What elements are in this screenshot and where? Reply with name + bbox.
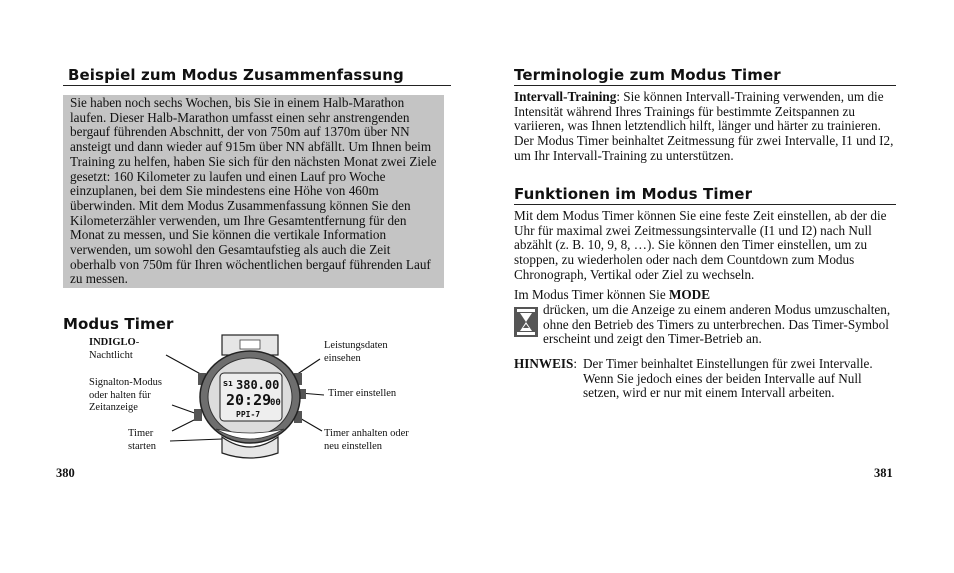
callout-set-1: Timer einstellen (328, 388, 397, 399)
callout-indiglo (89, 337, 139, 362)
note-colon: : (573, 356, 578, 371)
example-heading-rule (63, 85, 451, 86)
mode-bold: MODE (668, 287, 710, 302)
display-line1: 380.00 (236, 378, 280, 392)
callout-stop-2: neu einstellen (324, 440, 383, 452)
callout-indiglo-suffix: - (135, 337, 140, 348)
callout-start-2: starten (128, 440, 156, 452)
display-line3: PPI-7 (236, 410, 261, 419)
display-line2-small: 00 (270, 398, 281, 408)
leader-data (296, 359, 320, 375)
note-text: Der Timer beinhaltet Einstellungen für zwei Intervalle. Wenn Sie jedoch eines der beiden Intervalle auf Null setzen, wird er nur mit einem Intervall arbeiten. (583, 356, 873, 401)
callout-signal (89, 377, 162, 415)
term-body: : Sie können Intervall-Training verwenden, um die Intensität während Ihres Trainings für bestimmte Zeitspannen zu variieren, was Ihnen letztendlich hilft, länger und härter zu trainieren. Der Modus Timer beinhaltet Zeitmessung für zwei Intervalle, I1 und I2, um Ihr Intervall-Training zu unterstützen. (514, 89, 894, 163)
mode-button (194, 409, 202, 421)
callout-signal-2: oder halten für (89, 389, 151, 401)
mode-pre: Im Modus Timer können Sie (514, 287, 669, 302)
callout-set (328, 388, 396, 401)
mode-text: drücken, um die Anzeige zu einem anderen Modus umzuschalten, ohne den Betrieb des Timers zu unterbrechen. Das Timer-Symbol erscheint und zeigt den Timer-Betrieb an. (543, 302, 891, 347)
callout-signal-1: Signalton-Modus (89, 377, 162, 388)
callout-data-1: Leistungsdaten (324, 340, 388, 351)
watch-illustration (160, 333, 330, 463)
func-heading: Funktionen im Modus Timer (514, 185, 753, 203)
callout-data (324, 340, 388, 365)
callout-start (128, 428, 156, 453)
example-heading: Beispiel zum Modus Zusammenfassung (68, 66, 404, 84)
func-heading-rule (514, 204, 896, 205)
page-number-left: 380 (56, 466, 75, 480)
leader-start (170, 439, 222, 441)
note-label: HINWEIS (514, 356, 574, 371)
note-label-wrap (514, 357, 577, 372)
func-text: Mit dem Modus Timer können Sie eine feste Zeit einstellen, ab der die Uhr für maximal zwei Zeitmessungsintervalle (I1 und I2) nach Null abzählt (z. B. 10, 9, 8, …). Sie können den Timer einstellen, um zu stoppen, zu wiederholen oder nach dem Countdown zum Modus Chronograph, Vertikal oder Ziel zu wechseln. (514, 208, 887, 282)
callout-stop (324, 428, 409, 453)
term-heading-rule (514, 85, 896, 86)
callout-start-1: Timer (128, 428, 154, 439)
callout-data-2: einsehen (324, 352, 361, 364)
callout-indiglo-line2: Nachtlicht (89, 349, 133, 361)
hourglass-icon (514, 307, 538, 337)
mode-line1 (514, 288, 896, 303)
callout-signal-3: Zeitanzeige (89, 402, 138, 413)
callout-indiglo-bold: INDIGLO (89, 337, 136, 348)
display-line2: 20:29 (226, 391, 272, 409)
callout-stop-1: Timer anhalten oder (324, 428, 409, 439)
term-bold: Intervall-Training (514, 89, 617, 104)
display-label: S1 (223, 380, 233, 388)
page-number-right: 381 (874, 466, 893, 480)
term-text (514, 90, 896, 164)
timer-heading: Modus Timer (63, 315, 174, 333)
term-heading: Terminologie zum Modus Timer (514, 66, 781, 84)
example-text: Sie haben noch sechs Wochen, bis Sie in einem Halb-Marathon laufen. Dieser Halb-Marathon umfasst einen sehr anstrengenden bergauf führenden Abschnitt, der von 750m auf 1370m über NN ansteigt und dann wieder auf 915m über NN abfällt. Um Ihnen beim Training zu helfen, haben Sie sich für den nächsten Monat zwei Ziele gesetzt: 160 Kilometer zu laufen und einen Lauf pro Woche einzuplanen, bei dem Sie mindestens eine Höhe von 460m überwinden. Mit dem Modus Zusammenfassung können Sie den Kilometerzähler verwenden, um Ihre Gesamtentfernung für den Monat zu messen, und Sie können die vertikale Information verwenden, um sowohl den Gesamtaufstieg als auch die Zeit oberhalb von 750m für Ihren wöchentlichen bergauf führenden Lauf zu messen. (70, 95, 437, 287)
example-box (63, 95, 444, 288)
watch-band-slot (240, 340, 260, 349)
